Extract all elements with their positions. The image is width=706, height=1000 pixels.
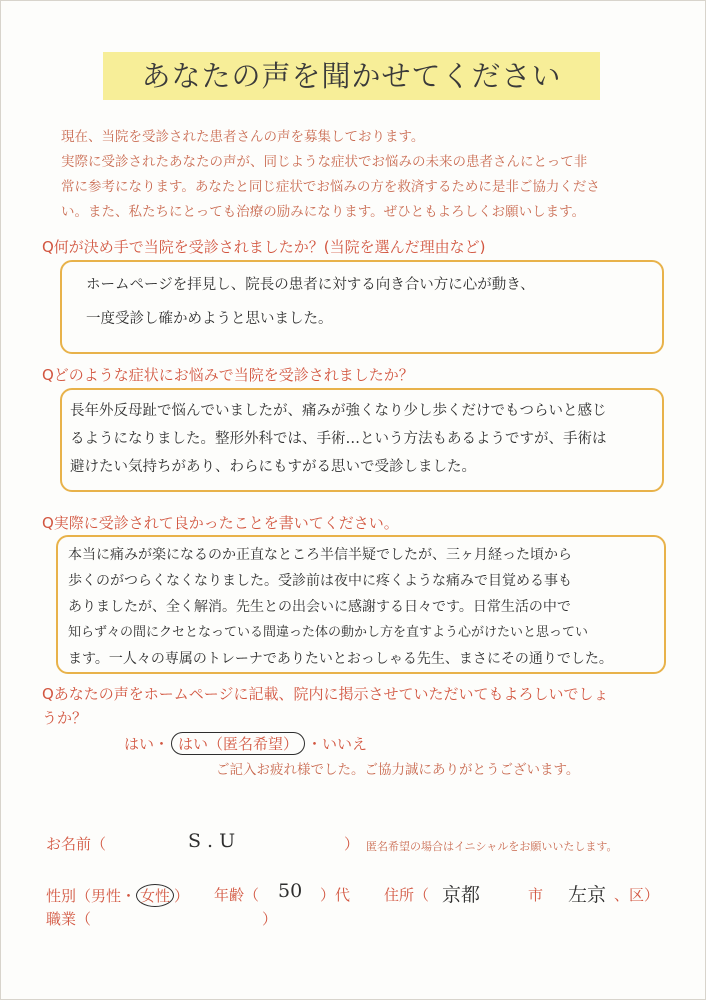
name-note: 匿名希望の場合はイニシャルをお願いいたします。	[366, 840, 618, 853]
job-close: ）	[262, 910, 278, 928]
answer-line: ホームページを拝見し、院長の患者に対する向き合い方に心が動き、	[86, 277, 535, 293]
question-4	[42, 683, 609, 728]
gender-label-text: 性別（男性・	[46, 887, 137, 905]
name-value[interactable]: S . U	[188, 830, 236, 852]
gender-female-selected[interactable]: 女性	[136, 884, 174, 907]
address-city-label: 市	[528, 886, 544, 904]
question-1: Q何が決め手で当院を受診されましたか？(当院を選んだ理由など)	[42, 238, 486, 256]
intro-line: い。また、私たちにとっても治療の励みになります。ぜひともよろしくお願いします。	[61, 204, 586, 220]
age-label: 年齢（	[214, 886, 260, 904]
question-2: Qどのような症状にお悩みで当院を受診されましたか？	[42, 366, 414, 384]
answer-line: 避けたい気持ちがあり、わらにもすがる思いで受診しました。	[70, 459, 476, 475]
answer-line: 歩くのがつらくなくなりました。受診前は夜中に疼くような痛みで目覚める事も	[68, 573, 572, 589]
intro-line: 実際に受診されたあなたの声が、同じような症状でお悩みの未来の患者さんにとって非	[61, 154, 588, 170]
age-close: ）代	[320, 886, 351, 904]
address-ward-label: 、区）	[614, 886, 660, 904]
answer-line: 知らず々の間にクセとなっている間違った体の動かし方を直すよう心がけたいと思ってい	[68, 625, 589, 640]
page-title: あなたの声を聞かせてください	[141, 59, 562, 93]
intro-line: 現在、当院を受診された患者さんの声を募集しております。	[61, 129, 425, 145]
address-prefecture[interactable]: 京都	[442, 884, 481, 906]
answer-3-text	[68, 542, 613, 672]
answer-line: 長年外反母趾で悩んでいましたが、痛みが強くなり少し歩くだけでもつらいと感じ	[70, 403, 607, 419]
option-anonymous-selected[interactable]: はい（匿名希望）	[171, 732, 305, 755]
age-value[interactable]: 50	[278, 880, 303, 902]
answer-line: るようになりました。整形外科では、手術…という方法もあるようですが、手術は	[70, 431, 607, 447]
option-separator: ・	[307, 735, 323, 753]
option-yes[interactable]: はい・	[124, 735, 170, 753]
answer-line: 本当に痛みが楽になるのか正直なところ半信半疑でしたが、三ヶ月経った頃から	[68, 547, 572, 563]
question-4-line: うか？	[42, 709, 88, 727]
address-label: 住所（	[384, 886, 430, 904]
name-label: お名前（	[46, 835, 107, 853]
gender-label	[46, 884, 189, 907]
consent-options	[124, 732, 367, 755]
answer-line: ます。一人々の専属のトレーナでありたいとおっしゃる先生、まさにその通りでした。	[68, 651, 613, 667]
intro-text	[61, 125, 651, 225]
name-close: ）	[344, 835, 360, 853]
answer-2-text	[70, 398, 607, 480]
gender-close: ）	[174, 887, 190, 905]
answer-line: 一度受診し確かめようと思いました。	[86, 311, 333, 327]
answer-line: ありましたが、全く解消。先生との出会いに感謝する日々です。日常生活の中で	[68, 599, 571, 615]
option-no[interactable]: いいえ	[322, 735, 368, 753]
job-label: 職業（	[46, 910, 92, 928]
address-ward[interactable]: 左京	[568, 884, 607, 906]
question-4-line: Qあなたの声をホームページに記載、院内に掲示させていただいてもよろしいでしょ	[42, 685, 609, 703]
question-3: Q実際に受診されて良かったことを書いてください。	[42, 514, 399, 532]
answer-1-text	[86, 272, 535, 332]
thanks-message: ご記入お疲れ様でした。ご協力誠にありがとうございます。	[216, 762, 580, 778]
intro-line: 常に参考になります。あなたと同じ症状でお悩みの方を救済するために是非ご協力くださ	[61, 179, 600, 195]
